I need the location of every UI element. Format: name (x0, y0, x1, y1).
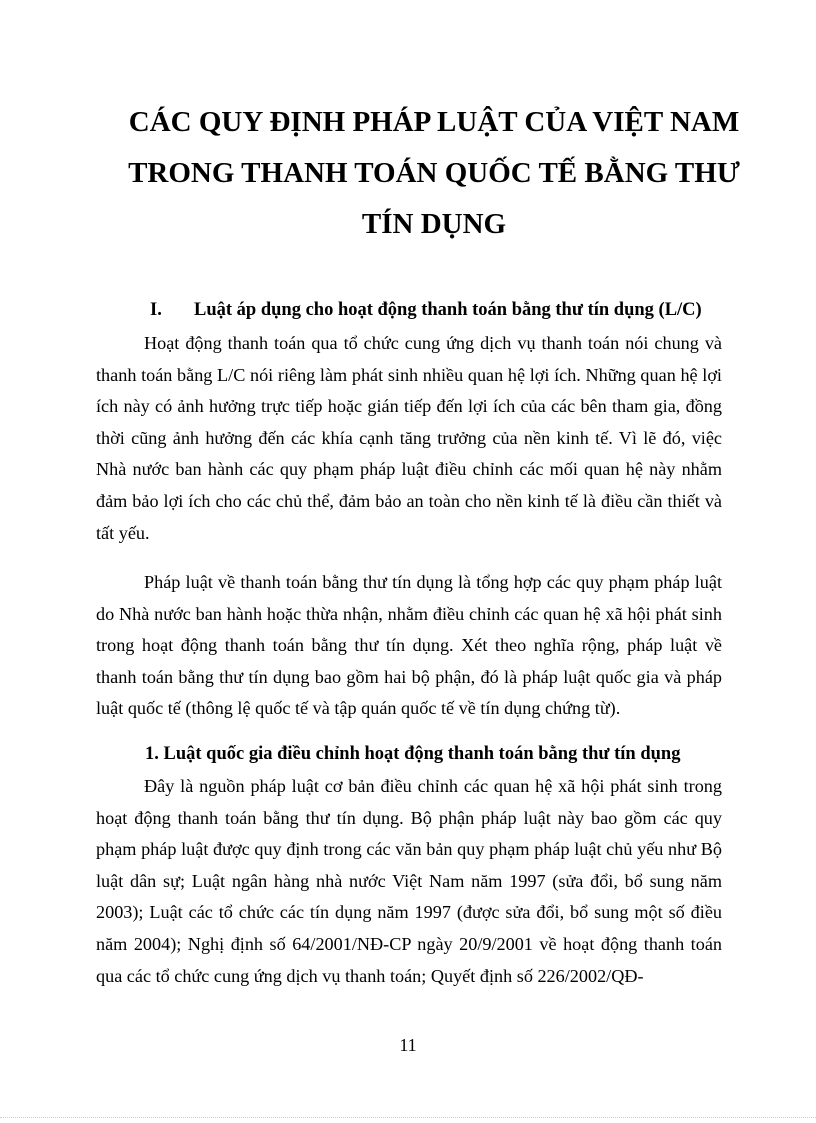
page-bottom-divider (0, 1117, 816, 1118)
body-paragraph: Hoạt động thanh toán qua tổ chức cung ứng dịch vụ thanh toán nói chung và thanh toán bằng L/C nói riêng làm phát sinh nhiều quan hệ lợi ích. Những quan hệ lợi ích này có ảnh hưởng trực tiếp hoặc gián tiếp đến lợi ích của các bên tham gia, đồng thời cũng ảnh hưởng đến các khía cạnh tăng trưởng của nền kinh tế. Vì lẽ đó, việc Nhà nước ban hành các quy phạm pháp luật điều chỉnh các mối quan hệ này nhằm đảm bảo lợi ích cho các chủ thể, đảm bảo an toàn cho nền kinh tế là điều cần thiết và tất yếu. (96, 333, 722, 543)
body-paragraph: Pháp luật về thanh toán bằng thư tín dụng là tổng hợp các quy phạm pháp luật do Nhà nước ban hành hoặc thừa nhận, nhằm điều chỉnh các quan hệ xã hội phát sinh trong hoạt động thanh toán bằng thư tín dụng. Xét theo nghĩa rộng, pháp luật về thanh toán bằng thư tín dụng bao gồm hai bộ phận, đó là pháp luật quốc gia và pháp luật quốc tế (thông lệ quốc tế và tập quán quốc tế về tín dụng chứng từ). (96, 572, 722, 719)
body-paragraph: Đây là nguồn pháp luật cơ bản điều chỉnh các quan hệ xã hội phát sinh trong hoạt động thanh toán bằng thư tín dụng. Bộ phận pháp luật này bao gồm các quy phạm pháp luật được quy định trong các văn bản quy phạm pháp luật chủ yếu như Bộ luật dân sự; Luật ngân hàng nhà nước Việt Nam năm 1997 (sửa đổi, bổ sung năm 2003); Luật các tổ chức các tín dụng năm 1997 (được sửa đổi, bổ sung một số điều năm 2004); Nghị định số 64/2001/NĐ-CP ngày 20/9/2001 về hoạt động thanh toán qua các tổ chức cung ứng dịch vụ thanh toán; Quyết định số 226/2002/QĐ- (96, 776, 722, 986)
title-line: CÁC QUY ĐỊNH PHÁP LUẬT CỦA VIỆT NAM (128, 106, 740, 138)
title-line: TÍN DỤNG (361, 208, 507, 240)
section-heading (150, 297, 702, 323)
page-number: 11 (399, 1035, 417, 1055)
section-heading-text: Luật áp dụng cho hoạt động thanh toán bằng thư tín dụng (L/C) (194, 300, 702, 320)
section-number: I. (150, 300, 162, 320)
document-title (120, 97, 748, 250)
subsection-heading: 1. Luật quốc gia điều chỉnh hoạt động thanh toán bằng thư tín dụng (145, 744, 681, 764)
title-line: TRONG THANH TOÁN QUỐC TẾ BẰNG THƯ (128, 157, 740, 189)
